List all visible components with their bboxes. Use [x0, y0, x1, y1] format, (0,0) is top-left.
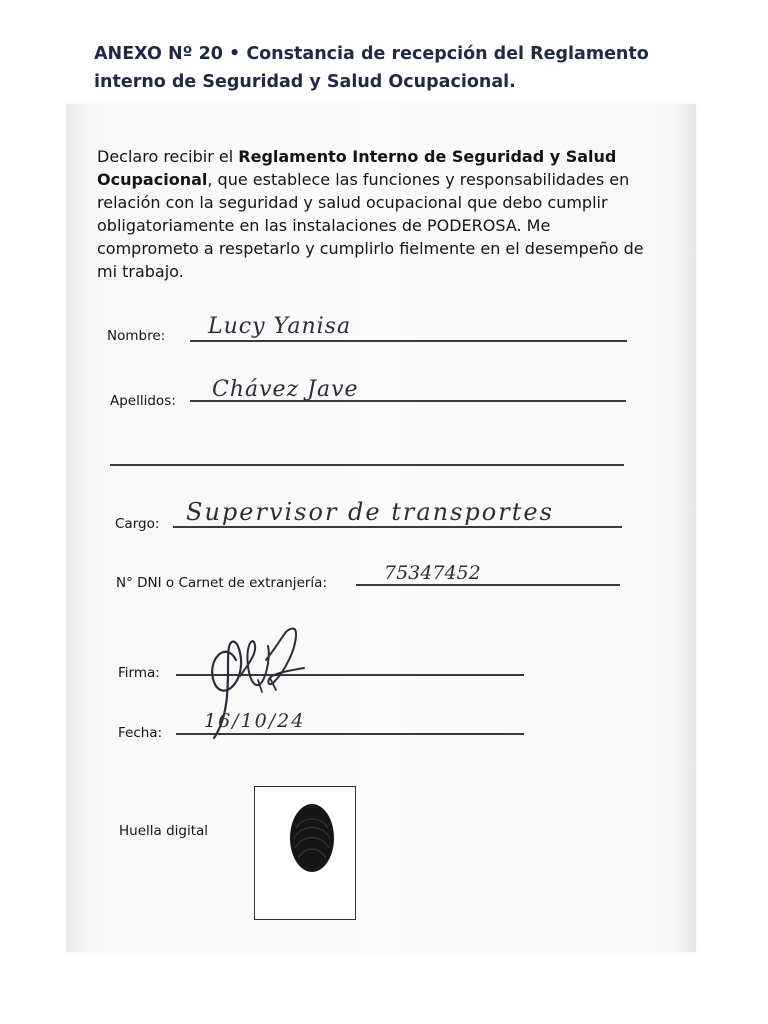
nombre-line	[190, 340, 627, 342]
huella-label: Huella digital	[119, 823, 209, 839]
declaration-text-end: , que establece las funciones y responsabilidades en relación con la seguridad y salud ocupacional que debo cumplir obligatoriamente en las instalaciones de PODEROSA. Me comprometo a respetarlo y cumplirlo fielmente en el desempeño de mi trabajo.	[97, 170, 644, 281]
cargo-field[interactable]: Supervisor de transportes	[186, 498, 554, 526]
signature-image	[196, 620, 326, 760]
dni-line	[356, 584, 620, 586]
cargo-line	[173, 526, 622, 528]
extra-blank-line	[110, 464, 624, 466]
declaration-paragraph	[97, 145, 657, 283]
dni-label: N° DNI o Carnet de extranjería:	[116, 575, 327, 591]
firma-label: Firma:	[118, 665, 160, 681]
apellidos-label: Apellidos:	[110, 393, 176, 409]
fecha-line	[176, 733, 524, 735]
document-title: ANEXO Nº 20 • Constancia de recepción del Reglamento interno de Seguridad y Salud Ocupacional.	[94, 44, 649, 92]
fecha-label: Fecha:	[118, 725, 163, 741]
declaration-text-start: Declaro recibir el	[97, 147, 239, 166]
nombre-label: Nombre:	[107, 328, 166, 344]
dni-field[interactable]: 75347452	[384, 562, 481, 584]
apellidos-field[interactable]: Chávez Jave	[212, 377, 359, 402]
fingerprint-image	[280, 798, 344, 878]
cargo-label: Cargo:	[115, 516, 160, 532]
fecha-field[interactable]: 16/10/24	[204, 710, 306, 732]
declaration-regulation-name: Reglamento Interno de Seguridad y Salud Ocupacional	[97, 147, 617, 189]
nombre-field[interactable]: Lucy Yanisa	[208, 314, 352, 339]
